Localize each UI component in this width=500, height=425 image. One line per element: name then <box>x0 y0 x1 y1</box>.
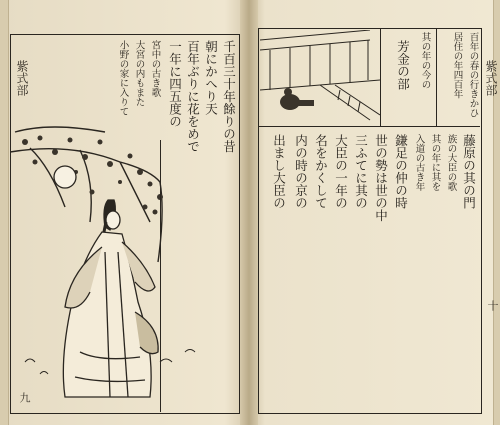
right-page-number: 十 <box>486 300 499 311</box>
right-header-divider <box>258 126 480 127</box>
left-text-column: 大宮の内もまた <box>133 40 145 107</box>
body-text-column: 三ふてに其の <box>353 134 369 209</box>
body-text-column: 世の勢は世の中 <box>373 134 389 222</box>
left-text-column: 小野の家に入りて <box>117 40 129 116</box>
left-text-column: 一年に四五度の <box>167 40 183 128</box>
cherry-tree <box>10 127 162 262</box>
left-page-number: 九 <box>18 392 31 403</box>
right-margin-title: 紫式部 <box>484 60 498 96</box>
left-margin-title: 紫式部 <box>15 60 29 96</box>
illustration-court-lady <box>10 112 238 412</box>
body-text-column: 大臣の一年の <box>333 134 349 209</box>
body-text-column: 入道の古き年 <box>413 134 425 191</box>
illustration-building <box>260 30 380 126</box>
right-header-vline <box>380 28 381 126</box>
right-header-vline-2 <box>436 28 437 126</box>
tree-leaves <box>22 136 163 215</box>
left-text-column: 百年ぶりに花をめで <box>185 40 201 153</box>
body-text-column: 内の時の京の <box>293 134 309 209</box>
body-text-column: 藤原の其の門 <box>461 134 477 209</box>
body-text-column: 其の年に其を <box>429 134 441 191</box>
left-text-column: 宮中の古き歌 <box>149 40 161 97</box>
left-column-divider <box>160 140 161 412</box>
left-text-column: 千百三十年餘りの昔 <box>221 40 237 153</box>
body-text-column: 名をかくして <box>313 134 329 209</box>
header-text-column: 芳金の部 <box>395 40 411 90</box>
body-text-column: 鎌足の仲の時 <box>393 134 409 209</box>
left-text-column: 朝にかへり天 <box>203 40 219 115</box>
body-text-column: 族の大臣の歌 <box>445 134 457 191</box>
kneeling-figure <box>280 88 314 110</box>
book-gutter <box>240 0 258 425</box>
header-text-column: 居住の年四百年 <box>451 32 463 99</box>
header-text-column: 其の年の今の <box>419 32 431 89</box>
court-lady-figure <box>63 200 158 397</box>
body-text-column: 出まし大臣の <box>271 134 287 209</box>
header-text-column: 百年の春の行きかひ <box>467 32 479 118</box>
page-edge-left <box>0 0 9 425</box>
moon-icon <box>54 166 76 188</box>
